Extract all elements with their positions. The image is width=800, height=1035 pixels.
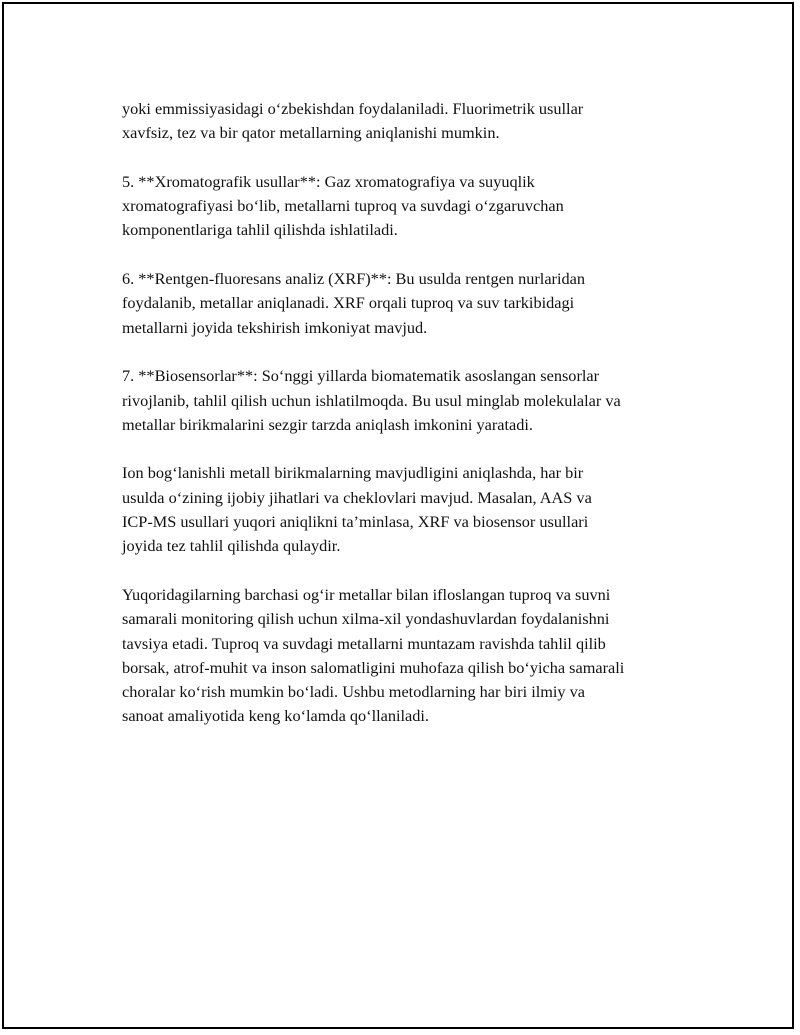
page-frame bbox=[2, 2, 794, 1029]
paragraph-fluorimetric-continuation: yoki emmissiyasidagi o‘zbekishdan foydalaniladi. Fluorimetrik usullar xavfsiz, tez va bir qator metallarning aniqlanishi mumkin. bbox=[122, 99, 584, 143]
paragraph-biosensors: 7. **Biosensorlar**: So‘nggi yillarda biomatematik asoslangan sensorlar rivojlanib, tahlil qilish uchun ishlatilmoqda. Bu usul minglab molekulalar va metallar birikmalarini sezgir tarzda aniqlash imkonini yaratadi. bbox=[122, 366, 621, 434]
paragraph-chromatography: 5. **Xromatografik usullar**: Gaz xromatografiya va suyuqlik xromatografiyasi bo‘lib, metallarni tuproq va suvdagi o‘zgaruvchan komponentlariga tahlil qilishda ishlatiladi. bbox=[122, 171, 564, 240]
paragraph-conclusion: Yuqoridagilarning barchasi og‘ir metallar bilan ifloslangan tuproq va suvni samarali monitoring qilish uchun xilma-xil yondashuvlardan foydalanishni tavsiya etadi. Tuproq va suvdagi metallarni muntazam ravishda tahlil qilib borsak, atrof-muhit va inson salomatligini muhofaza qilish bo‘yicha samarali choralar ko‘rish mumkin bo‘ladi. Ushbu metodlarning har biri ilmiy va sanoat amaliyotida keng ko‘lamda qo‘llaniladi. bbox=[122, 584, 625, 726]
paragraph-ion-bonding: Ion bog‘lanishli metall birikmalarning mavjudligini aniqlashda, har bir usulda o‘zining ijobiy jihatlari va cheklovlari mavjud. Masalan, AAS va ICP-MS usullari yuqori aniqlikni ta’minlasa, XRF va biosensor usullari joyida tez tahlil qilishda qulaydir. bbox=[122, 463, 592, 556]
document-body bbox=[122, 97, 712, 753]
paragraph-xrf: 6. **Rentgen-fluoresans analiz (XRF)**: Bu usulda rentgen nurlaridan foydalanib, metallar aniqlanadi. XRF orqali tuproq va suv tarkibidagi metallarni joyida tekshirish imkoniyat mavjud. bbox=[122, 269, 585, 337]
